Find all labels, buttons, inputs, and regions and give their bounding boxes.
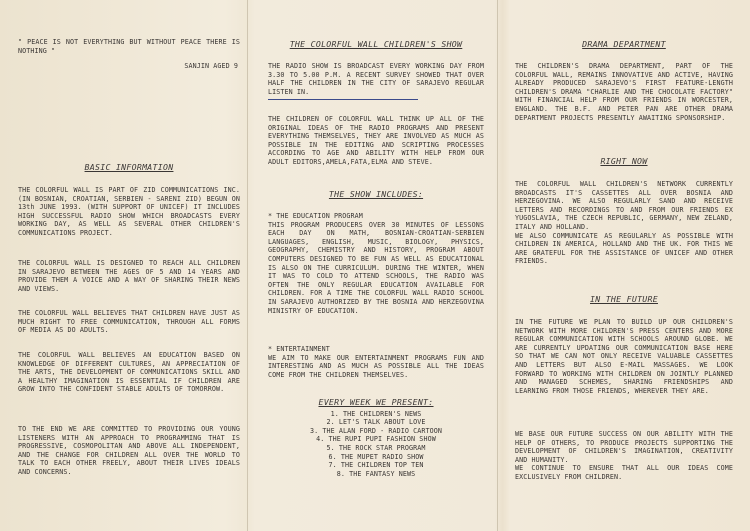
basic-info-p4 [18, 351, 240, 394]
entertainment [268, 345, 484, 379]
drama-text: THE CHILDREN'S DRAMA DEPARTMENT, PART OF THE COLORFUL WALL, REMAINS INNOVATIVE AND ACTIVE, HAVING ALREADY PRODUCED SARAJEVO'S FIRST FEATURE-LENGTH CHILDREN'S DRAMA "CHARLIE AND THE CHOCOLATE FACTORY" WITH FINANCIAL HELP FROM OUR FRIENDS IN WORCESTER, ENGLAND. THE B.F. AND PETER PAN ARE OTHER DRAMA DEPARTMENT PROJECTS PRESENTLY AWAITING SPONSORSHIP. [515, 62, 733, 122]
future-heading: IN THE FUTURE [590, 294, 658, 304]
every-week-section [268, 398, 484, 478]
education-title: * THE EDUCATION PROGRAM [268, 212, 363, 220]
show-includes-heading: THE SHOW INCLUDES: [328, 189, 424, 199]
entertainment-title: * ENTERTAINMENT [268, 345, 330, 353]
education-program [268, 212, 484, 315]
quote-text: " PEACE IS NOT EVERYTHING BUT WITHOUT PEACE THERE IS NOTHING " [18, 38, 240, 55]
list-item: 2. LET'S TALK ABOUT LOVE [326, 418, 426, 427]
show-intro [268, 62, 484, 100]
right-now-heading: RIGHT NOW [600, 156, 648, 166]
quote-author: SANJIN AGED 9 [184, 62, 238, 71]
list-item: 4. THE RUPI PUPI FASHION SHOW [316, 435, 436, 444]
basic-info-heading: BASIC INFORMATION [84, 162, 174, 172]
future-p3: WE CONTINUE TO ENSURE THAT ALL OUR IDEAS COME EXCLUSIVELY FROM CHILDREN. [515, 464, 733, 481]
paragraph: THE COLORFUL WALL BELIEVES THAT CHILDREN HAVE JUST AS MUCH RIGHT TO FREE COMMUNICATION, THROUGH ALL FORMS OF MEDIA AS DO ADULTS. [18, 309, 240, 335]
basic-info-p1 [18, 186, 240, 238]
right-panel [515, 0, 733, 531]
program-list [268, 410, 484, 479]
future-p2: WE BASE OUR FUTURE SUCCESS ON OUR ABILITY WITH THE HELP OF OTHERS, TO PRODUCE PROJECTS SUPPORTING THE DEVELOPMENT OF CHILDREN'S IMAGINATION, CREATIVITY AND HUMANITY. [515, 430, 733, 464]
quote-block [18, 38, 240, 71]
entertainment-text: WE AIM TO MAKE OUR ENTERTAINMENT PROGRAMS FUN AND INTERESTING AND AS MUCH AS POSSIBLE ALL THE IDEAS COME FROM THE CHILDREN THEMSELVES. [268, 353, 484, 379]
right-now-p2: WE ALSO COMMUNICATE AS REGULARLY AS POSSIBLE WITH CHILDREN IN AMERICA, HOLLAND AND THE UK. FOR THIS WE ARE GRATEFUL FOR THE ASSISTANCE OF UNICEF AND OTHER FRIENDS. [515, 231, 733, 266]
left-panel [18, 0, 240, 531]
underline-rule [268, 99, 418, 100]
list-item: 8. THE FANTASY NEWS [336, 469, 416, 478]
right-now-p1: THE COLORFUL WALL CHILDREN'S NETWORK CURRENTLY BROADCASTS IT'S CASSETTES ALL OVER BOSNIA AND HERZEGOVINA. WE ALSO REGULARLY SAND AND RECEIVE LETTERS AND RECORDINGS TO AND FROM OUR FRIENDS EX YUGOSLAVIA, THE CZECH REPUBLIC, GERMANY, NEW ZELAND, ITALY AND HOLLAND. [515, 180, 733, 231]
paragraph: THE COLORFUL WALL IS PART OF ZID COMMUNICATIONS INC. (IN BOSNIAN, CROATIAN, SERBIEN - SARENI ZID) BEGUN ON 13th JUNE 1993. (WITH SUPPORT OF UNICEF) IT INCLUDES HIGH SUCCESSFUL RADIO SHOW WHICH BROADCASTS EVERY WORKING DAY, AS WELL AS SEVERAL OTHER CHILDREN'S COMMUNICATIONS PROJECT. [18, 186, 240, 237]
list-item: 3. THE ALAN FORD - RADIO CARTOON [309, 426, 443, 435]
drama-heading: DRAMA DEPARTMENT [582, 39, 666, 49]
list-item: 7. THE CHILDREN TOP TEN [328, 461, 424, 470]
basic-info-p2 [18, 259, 240, 293]
every-week-heading: EVERY WEEK WE PRESENT: [318, 397, 434, 407]
list-item: 5. THE ROCK STAR PROGRAM [326, 443, 426, 452]
paragraph: THE CHILDREN OF COLORFUL WALL THINK UP ALL OF THE ORIGINAL IDEAS OF THE RADIO PROGRAMS AND PRESENT EVERYTHING THEMSELVES, THEY ARE INVOLVED AS MUCH AS POSSIBLE IN THE EDITING AND SCRIPTING PROCESSES ACCORDING TO AGE AND ABILITY WITH HELP FROM OUR ADULT EDITORS,AMELA,FATA,ELMA AND STEVE. [268, 115, 484, 166]
paragraph: THE COLORFUL WALL BELIEVES AN EDUCATION BASED ON KNOWLEDGE OF DIFFERENT CULTURES, AN APPRECIATION OF THE ARTS, THE DEVELOPMENT OF COMMUNICATIONS SKILL AND A HEALTHY IMAGINATION IS ESSENTIAL IF CHILDREN ARE GROW INTO THE CONFIDENT STABLE ADULTS OF TOMORROW. [18, 351, 240, 394]
list-item: 1. THE CHILDREN'S NEWS [330, 409, 422, 418]
future-p1: IN THE FUTURE WE PLAN TO BUILD UP OUR CHILDREN'S NETWORK WITH MORE CHILDREN'S PRESS CENTERS AND MORE REGULAR COMMUNICATION WITH SCHOOLS AROUND GLOBE. WE ARE CURRENTLY UPDATING OUR COMMUNICATION BASE HERE SO THAT WE CAN NOT ONLY RECEIVE VALUABLE CASSETTES AND LETTERS BUT ALSO E-MAIL MASSAGES. WE LOOK FORWARD TO WORKING WITH CHILDREN ON JOINTLY PLANNED AND MANAGED SCHEMES, SHARING FRIENDSHIPS AND LEARNING FROM THOSE FRIENDS, WHEREVER THEY ARE. [515, 318, 733, 395]
list-item: 6. THE MUPET RADIO SHOW [328, 452, 424, 461]
paragraph: THE COLORFUL WALL IS DESIGNED TO REACH ALL CHILDREN IN SARAJEVO BETWEEN THE AGES OF 5 AND 14 YEARS AND PROVIDE THEM A VOICE AND A WAY OF SHARING THEIR NEWS AND VIEWS. [18, 259, 240, 293]
basic-info-p3 [18, 309, 240, 335]
paragraph: THE RADIO SHOW IS BROADCAST EVERY WORKING DAY FROM 3.30 TO 5.00 P.M. A RECENT SURVEY SHOWED THAT OVER HALF THE CHILDREN IN THE CITY OF SARAJEVO REGULAR LISTEN IN. [268, 62, 484, 96]
basic-info-p5 [18, 425, 240, 477]
basic-info-section [18, 163, 240, 172]
education-text: THIS PROGRAM PRODUCERS OVER 30 MINUTES OF LESSONS EACH DAY ON MATH, BOSNIAN-CROATIAN-SERBIEN LANGUAGES, ENGLISH, MUSIC, BIOLOGY, PHYSICS, GEOGRAPHY, CHEMISTRY AND HISTORY, PROGRAM ABOUT COMPUTERS DESIGNED TO BE FUN AS WELL AS EDUCATIONAL IS ALSO ON THE CURRICULUM. DURING THE WINTER, WHEN IT WAS TO COLD TO ATTEND SCHOOLS, THE RADIO WAS OFTEN THE ONLY REGULAR EDUCATION AVAILABLE FOR CHILDREN. FOR A TIME THE COLORFUL WALL RADIO SCHOOL IN SARAJEVO AUTHORIZED BY THE BOSNIA AND HERZEGOVINA MINISTRY OF EDUCATION. [268, 220, 484, 315]
childrens-show-heading: THE COLORFUL WALL CHILDREN'S SHOW [289, 39, 463, 49]
fold-line [247, 0, 248, 531]
fold-line [497, 0, 498, 531]
paragraph: TO THE END WE ARE COMMITTED TO PROVIDING OUR YOUNG LISTENERS WITH AN APPROACH TO PROGRAMMING THAT IS PROGRESSIVE, COSMOPOLITAN AND ABOVE ALL INDEPENDENT, AND THE CHANGE FOR CHILDREN ALL OVER THE WORLD TO TALK TO EACH OTHER FREELY, ABOUT THEIR LIVES IDEALS AND CONCERNS. [18, 425, 240, 476]
middle-panel [268, 0, 484, 531]
